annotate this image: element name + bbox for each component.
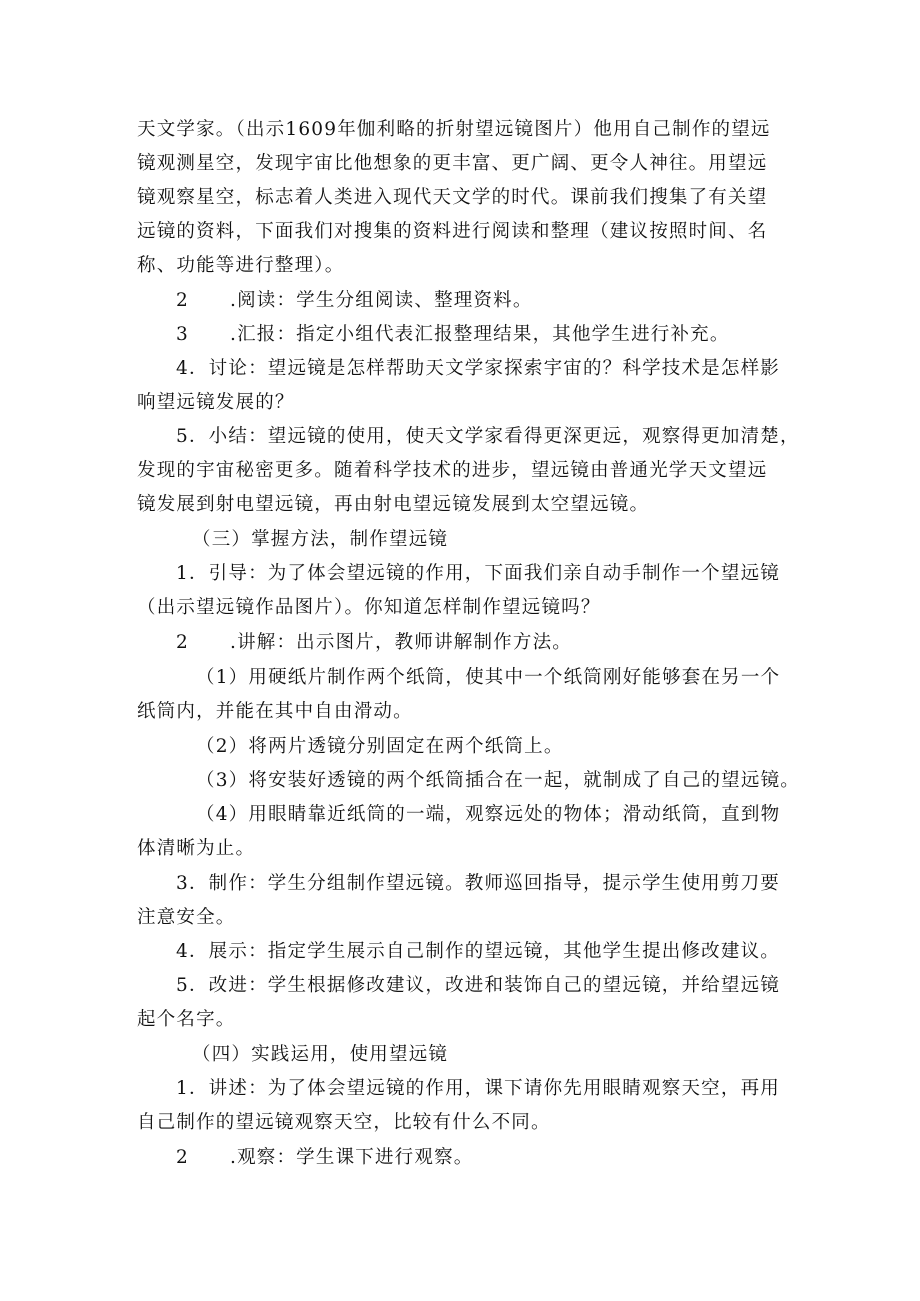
text-line: 自己制作的望远镜观察天空，比较有什么不同。 bbox=[137, 1112, 551, 1133]
text-line: .汇报：指定小组代表汇报整理结果，其他学生进行补充。 bbox=[230, 324, 730, 345]
text-line: 镜观察星空，标志着人类进入现代天文学的时代。课前我们搜集了有关望 bbox=[137, 187, 768, 208]
text-line: 称、功能等进行整理）。 bbox=[137, 255, 345, 276]
text-line: 纸筒内，并能在其中自由滑动。 bbox=[137, 701, 413, 722]
text-line: 远镜的资料，下面我们对搜集的资料进行阅读和整理（建议按照时间、名 bbox=[137, 221, 768, 242]
text-line: 5．改进：学生根据修改建议，改进和装饰自己的望远镜，并给望远镜 bbox=[176, 975, 780, 996]
text-line: 1．引导：为了体会望远镜的作用，下面我们亲自动手制作一个望远镜 bbox=[176, 563, 780, 584]
item-number: 2 bbox=[176, 632, 189, 653]
text-line: 4．展示：指定学生展示自己制作的望远镜，其他学生提出修改建议。 bbox=[176, 941, 780, 962]
text-line: 响望远镜发展的？ bbox=[137, 392, 295, 413]
text-line: 4．讨论：望远镜是怎样帮助天文学家探索宇宙的？科学技术是怎样影 bbox=[176, 358, 780, 379]
section-heading: （三）掌握方法，制作望远镜 bbox=[192, 529, 449, 550]
text-line: 发现的宇宙秘密更多。随着科学技术的进步，望远镜由普通光学天文望远 bbox=[137, 460, 768, 481]
text-line: 天文学家。（出示1609年伽利略的折射望远镜图片）他用自己制作的望远 bbox=[137, 119, 771, 140]
item-number: 3 bbox=[176, 324, 189, 345]
item-number: 2 bbox=[176, 290, 189, 311]
text-line: （3）将安装好透镜的两个纸筒插合在一起，就制成了自己的望远镜。 bbox=[196, 770, 800, 791]
text-line: .阅读：学生分组阅读、整理资料。 bbox=[230, 290, 533, 311]
text-line: （2）将两片透镜分别固定在两个纸筒上。 bbox=[196, 736, 564, 757]
text-line: 起个名字。 bbox=[137, 1009, 236, 1030]
text-line: 注意安全。 bbox=[137, 907, 236, 928]
text-line: （1）用硬纸片制作两个纸筒，使其中一个纸筒刚好能够套在另一个 bbox=[196, 667, 781, 688]
text-line: .观察：学生课下进行观察。 bbox=[230, 1147, 474, 1168]
text-line: 镜发展到射电望远镜，再由射电望远镜发展到太空望远镜。 bbox=[137, 494, 650, 515]
section-heading: （四）实践运用，使用望远镜 bbox=[192, 1044, 449, 1065]
item-number: 2 bbox=[176, 1147, 189, 1168]
text-line: 体清晰为止。 bbox=[137, 838, 256, 859]
text-line: 镜观测星空，发现宇宙比他想象的更丰富、更广阔、更令人神往。用望远 bbox=[137, 153, 768, 174]
text-line: .讲解：出示图片，教师讲解制作方法。 bbox=[230, 632, 572, 653]
text-line: （出示望远镜作品图片）。你知道怎样制作望远镜吗？ bbox=[137, 597, 601, 618]
text-line: 3．制作：学生分组制作望远镜。教师巡回指导，提示学生使用剪刀要 bbox=[176, 873, 780, 894]
text-line: 1．讲述：为了体会望远镜的作用，课下请你先用眼睛观察天空，再用 bbox=[176, 1078, 780, 1099]
text-line: 5．小结：望远镜的使用，使天文学家看得更深更远，观察得更加清楚， bbox=[176, 426, 800, 447]
text-line: （4）用眼睛靠近纸筒的一端，观察远处的物体；滑动纸筒，直到物 bbox=[196, 804, 781, 825]
